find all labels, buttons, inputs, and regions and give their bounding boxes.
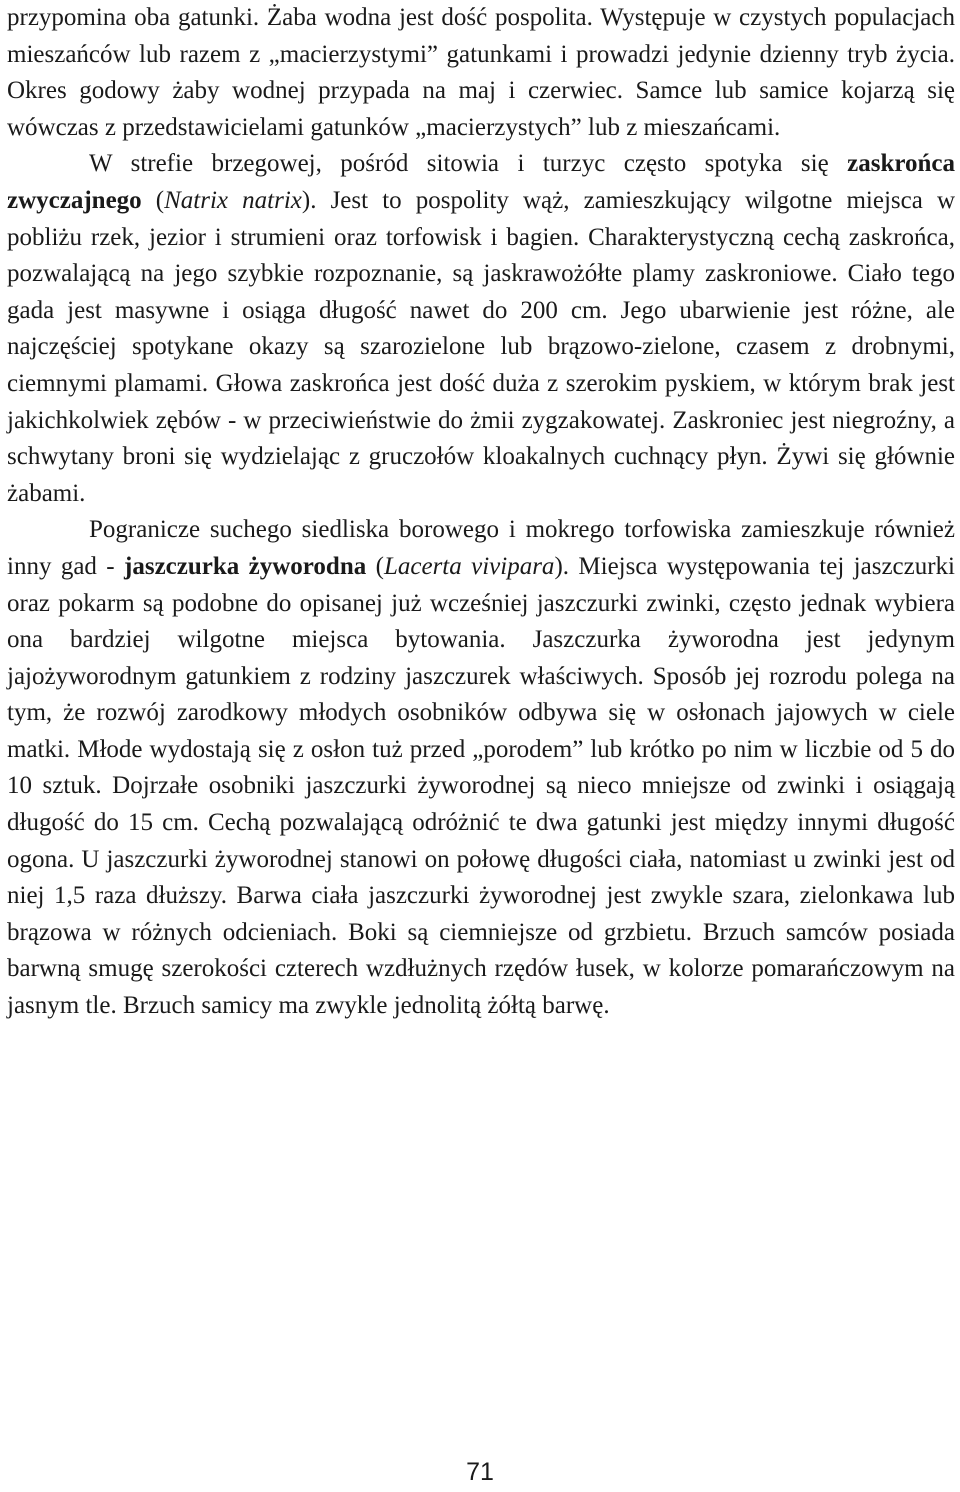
document-page — [7, 0, 955, 1025]
grass-snake-text-1: W strefie brzegowej, pośród sitowia i turzyc często spotyka się — [89, 150, 848, 178]
grass-snake-text-2: ( — [141, 186, 165, 214]
grass-snake-latin-name: Natrix natrix — [164, 186, 302, 214]
lizard-text-3: ). Miejsca występowania tej jaszczurki oraz pokarm są podobne do opisanej już wcześniej jaszczurki zwinki, często jednak wybiera ona bardziej wilgotne miejsca bytowania. Jaszczurka żyworodna jest jedynym jajożyworodnym gatunkiem z rodziny jaszczurek właściwych. Sposób jej rozrodu polega na tym, że rozwój zarodkowy młodych osobników odbywa się w osłonach jajowych w ciele matki. Młode wydostają się z osłon tuż przed „porodem” lub krótko po nim w liczbie od 5 do 10 sztuk. Dojrzałe osobniki jaszczurki żyworodnej są nieco mniejsze od zwinki i osiągają długość do 15 cm. Cechą pozwalającą odróżnić te dwa gatunki jest między innymi długość ogona. U jaszczurki żyworodnej stanowi on połowę długości ciała, natomiast u zwinki jest od niej 1,5 raza dłuższy. Barwa ciała jaszczurki żyworodnej jest zwykle szara, zielonkawa lub brązowa w różnych odcieniach. Boki są ciemniejsze od grzbietu. Brzuch samców posiada barwną smugę szerokości czterech wzdłużnych rzędów łusek, w kolorze pomarańczowym na jasnym tle. Brzuch samicy ma zwykle jednolitą żółtą barwę. — [7, 552, 955, 1020]
paragraph-grass-snake — [7, 146, 955, 512]
lizard-latin-name: Lacerta vivipara — [383, 552, 555, 580]
grass-snake-text-3: ). Jest to pospolity wąż, zamieszkujący wilgotne miejsca w pobliżu rzek, jezior i strumieni oraz torfowisk i bagien. Charakterystyczną cechą zaskrońca, pozwalającą na jego szybkie rozpoznanie, są jaskrawożółte plamy zaskroniowe. Ciało tego gada jest masywne i osiąga długość nawet do 200 cm. Jego ubarwienie jest różne, ale najczęściej spotykane okazy są szarozielone lub brązowo-zielone, czasem z drobnymi, ciemnymi plamami. Głowa zaskrońca jest dość duża z szerokim pyskiem, w którym brak jest jakichkolwiek zębów - w przeciwieństwie do żmii zygzakowatej. Zaskroniec jest niegroźny, a schwytany broni się wydzielając z gruczołów kloakalnych cuchnący płyn. Żywi się głównie żabami. — [7, 186, 956, 507]
lizard-text-1: Pogranicze suchego siedliska borowego i mokrego torfowiska zamieszkuje również inny gad - — [7, 516, 955, 580]
paragraph-frogs-text: przypomina oba gatunki. Żaba wodna jest dość pospolita. Występuje w czystych populacjach mieszańców lub razem z „macierzystymi” gatunkami i prowadzi jedynie dzienny tryb życia. Okres godowy żaby wodnej przypada na maj i czerwiec. Samce lub samice kojarzą się wówczas z przedstawicielami gatunków „macierzystych” lub z mieszańcami. — [7, 4, 955, 141]
lizard-text-2: ( — [366, 552, 384, 580]
paragraph-frogs — [7, 0, 955, 146]
page-number: 71 — [466, 1458, 494, 1486]
paragraph-viviparous-lizard — [7, 512, 955, 1024]
lizard-name: jaszczurka żyworodna — [124, 552, 367, 580]
grass-snake-name: zaskrońca zwyczajnego — [7, 150, 955, 214]
